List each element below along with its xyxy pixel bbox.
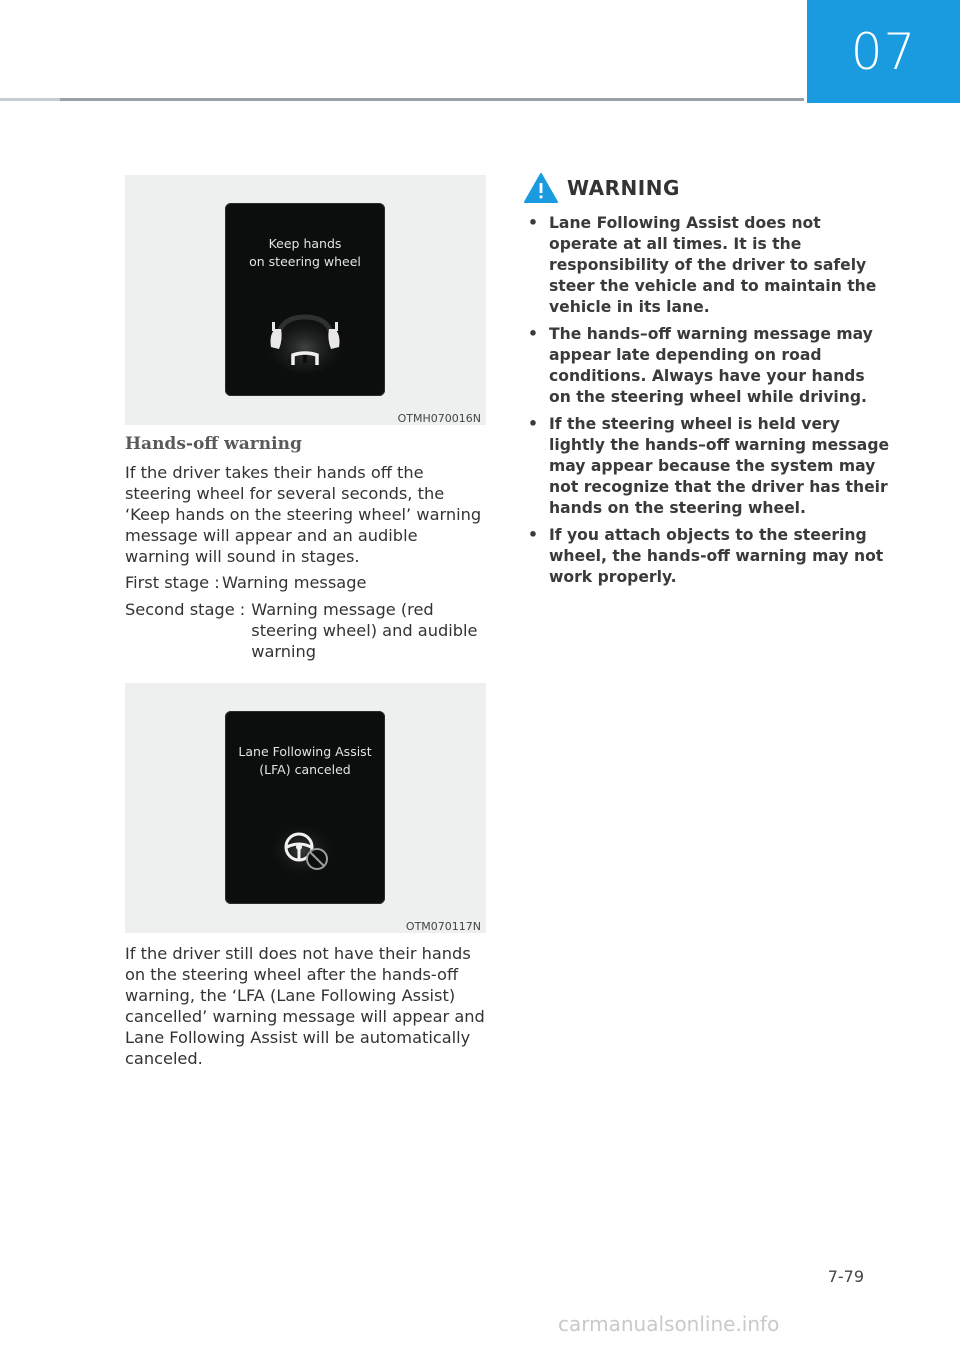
section-heading: Hands-off warning <box>125 434 302 454</box>
bullet: • <box>528 415 538 433</box>
bullet: • <box>528 214 538 232</box>
figure-caption: OTM070117N <box>405 920 481 933</box>
cluster-display <box>225 203 385 396</box>
warning-triangle-icon <box>523 172 559 204</box>
list-item <box>524 525 890 588</box>
warning-item-text: If the steering wheel is held very lightly the hands–off warning message may appear because the system may not recognize that the driver has their hands on the steering wheel. <box>549 415 890 517</box>
stage-row-second <box>125 599 485 662</box>
warning-item-text: If you attach objects to the steering wheel, the hands-off warning may not work properly. <box>549 526 884 586</box>
bullet: • <box>528 325 538 343</box>
list-item <box>524 213 890 318</box>
stage-row-first <box>125 572 485 593</box>
warning-title: WARNING <box>567 176 680 200</box>
chapter-tab <box>807 0 960 103</box>
watermark: carmanualsonline.info <box>558 1312 780 1336</box>
page-number: 7-79 <box>827 1267 864 1286</box>
body-paragraph: If the driver takes their hands off the steering wheel for several seconds, the ‘Keep hands on the steering wheel’ warning message will appear and an audible warning will sound in stages. <box>125 463 482 566</box>
warning-item-text: Lane Following Assist does not operate at all times. It is the responsibility of the driver to safely steer the vehicle and to maintain the vehicle in its lane. <box>549 214 877 316</box>
header-rule <box>0 98 804 101</box>
cluster-message: Lane Following Assist (LFA) canceled <box>238 744 372 777</box>
list-item <box>524 414 890 519</box>
cluster-message: Keep hands on steering wheel <box>249 236 361 269</box>
cluster-display <box>225 711 385 904</box>
stage-value: Warning message <box>222 573 367 592</box>
bullet: • <box>528 526 538 544</box>
header-rule-accent <box>0 98 60 101</box>
list-item <box>524 324 890 408</box>
chapter-number: 07 <box>850 22 917 81</box>
warning-list <box>524 213 890 594</box>
figure-hands-off-warning <box>125 175 486 425</box>
stage-value: Warning message (red steering wheel) and audible warning <box>251 600 478 661</box>
body-paragraph: If the driver still does not have their hands on the steering wheel after the hands-off warning, the ‘LFA (Lane Following Assist) cancelled’ warning message will appear and Lane Following Assist will be automatically canceled. <box>125 944 485 1068</box>
stage-label: First stage : <box>125 573 220 592</box>
figure-lfa-canceled <box>125 683 486 933</box>
warning-item-text: The hands–off warning message may appear late depending on road conditions. Always have your hands on the steering wheel while driving. <box>549 325 873 406</box>
figure-caption: OTMH070016N <box>397 412 481 425</box>
stage-label: Second stage : <box>125 600 246 619</box>
warning-header <box>523 172 680 204</box>
steering-wheel-prohibited-icon <box>273 821 341 879</box>
hands-on-steering-wheel-icon <box>263 295 347 375</box>
